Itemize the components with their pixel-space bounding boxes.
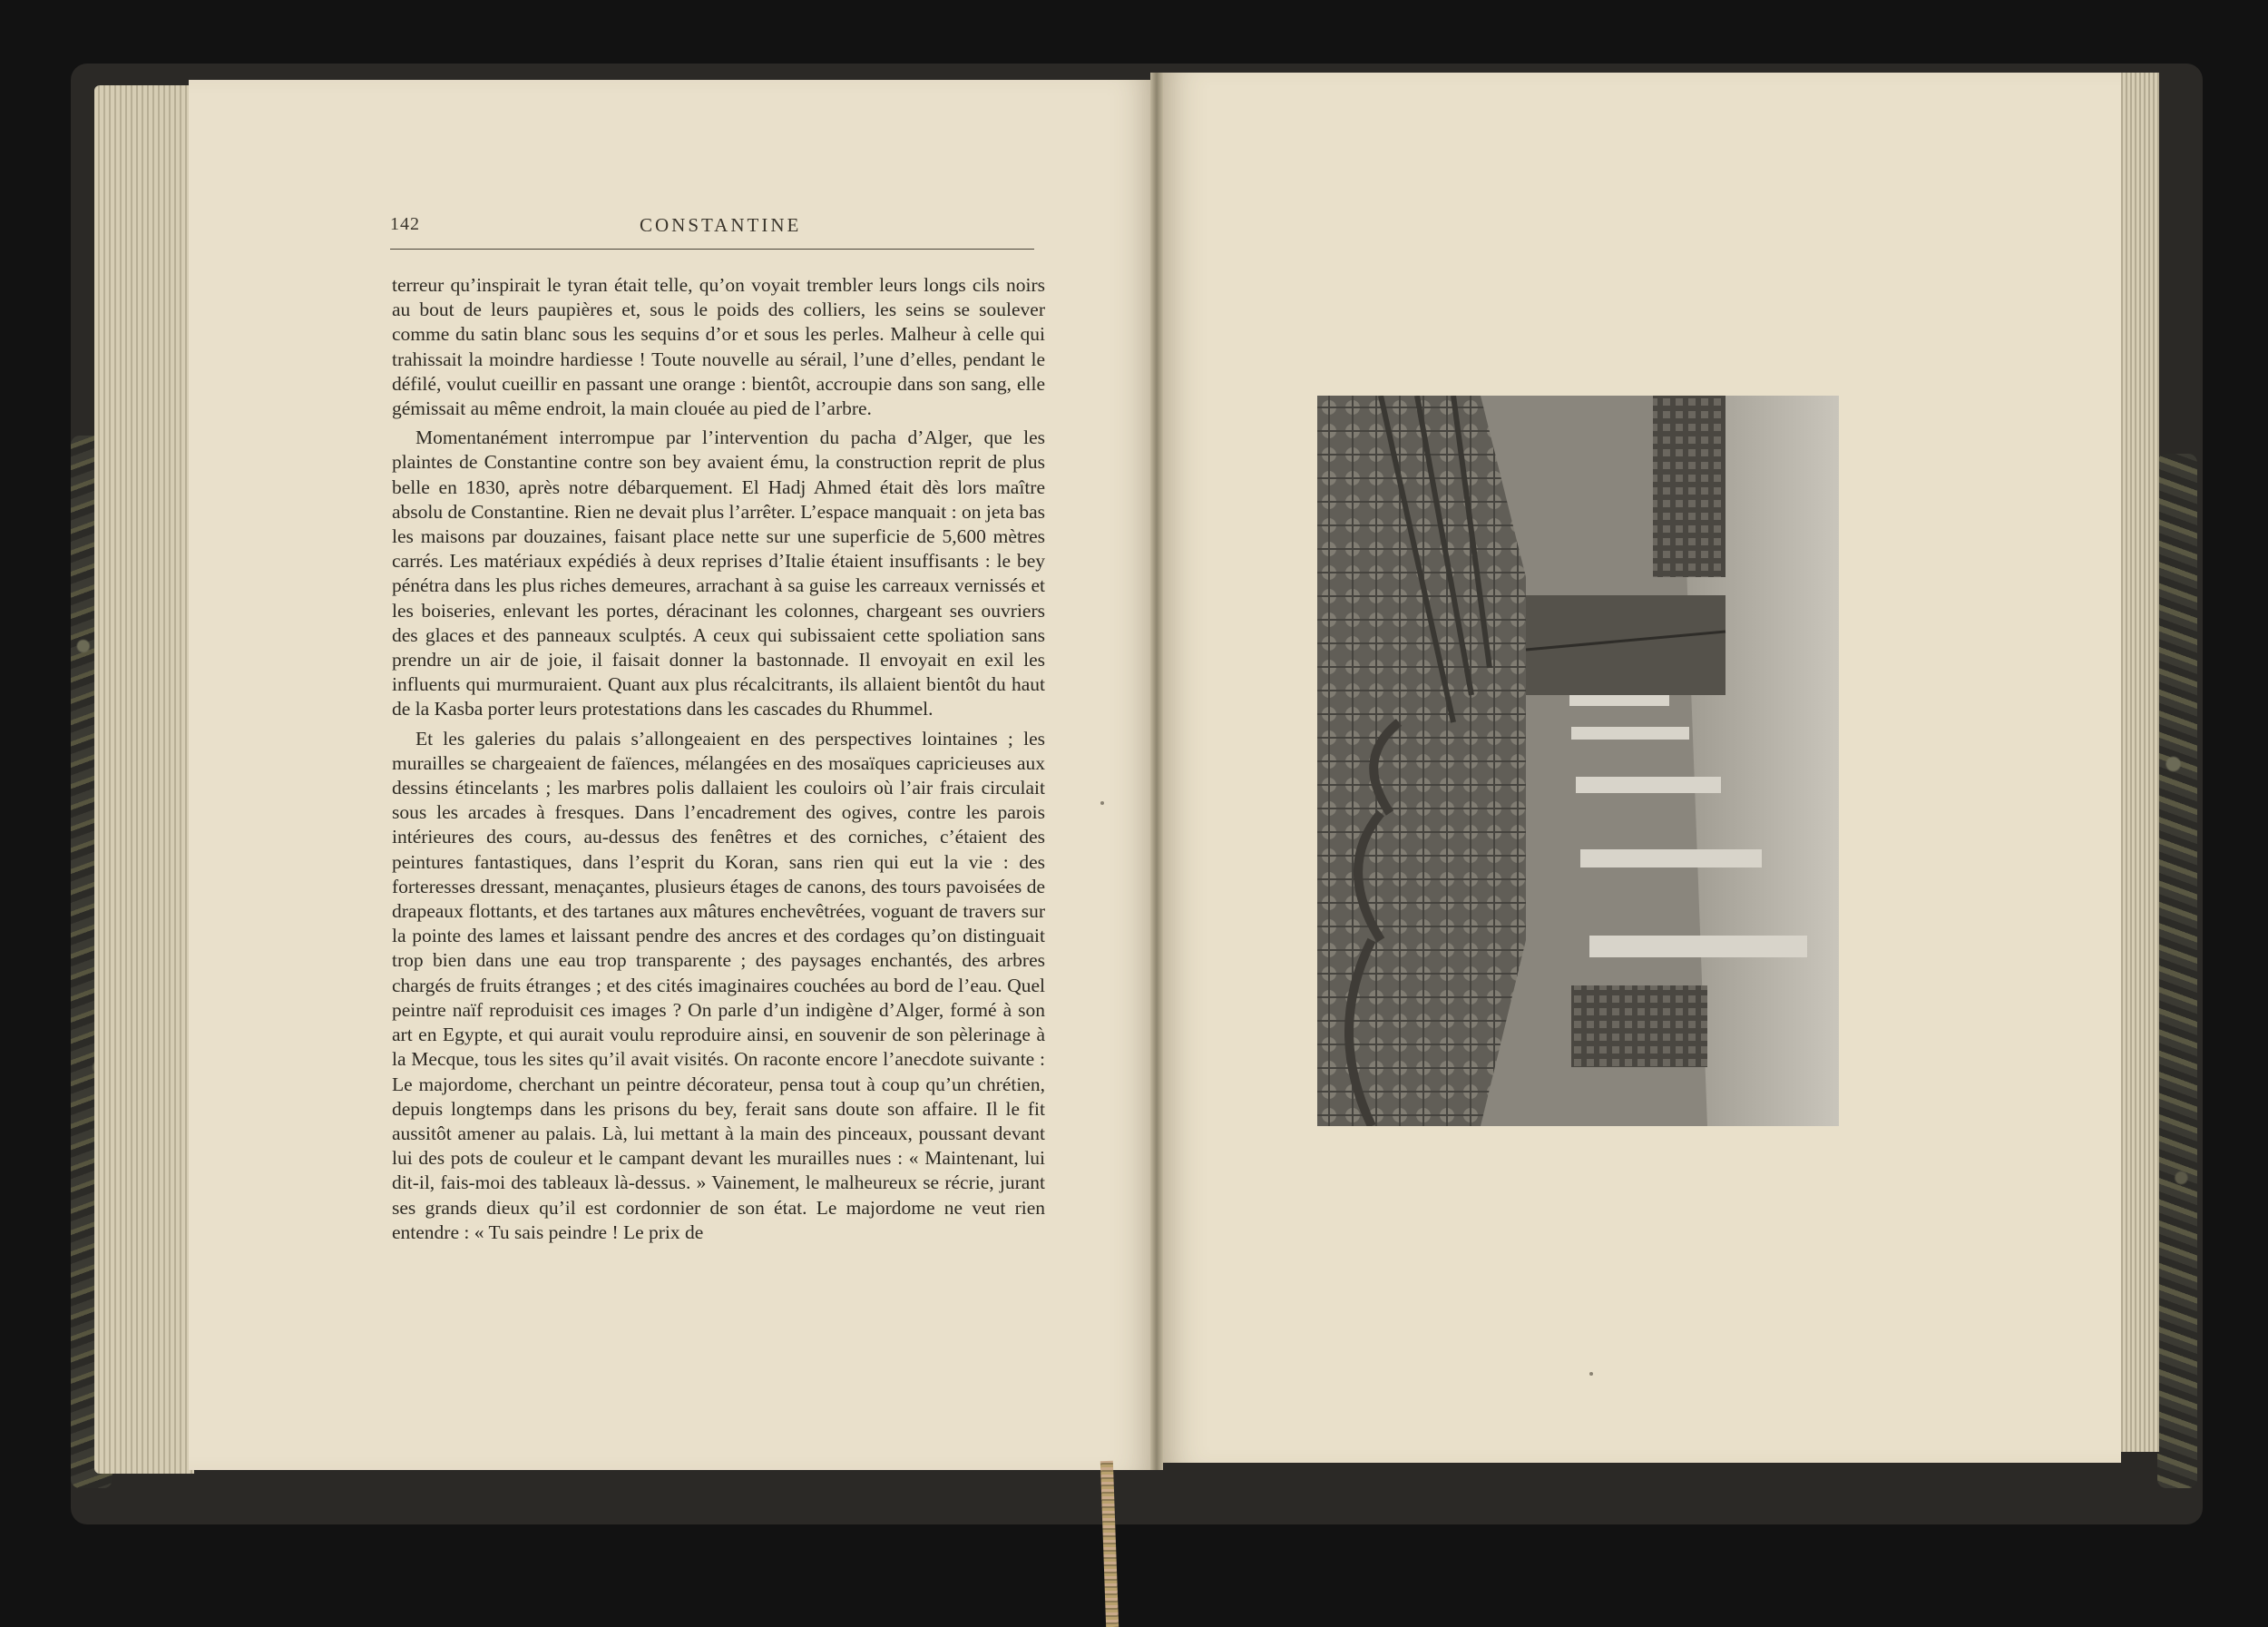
running-title: CONSTANTINE — [640, 214, 802, 236]
paragraph-1: terreur qu’inspirait le tyran était telle, qu’on voyait trembler leurs longs cils noirs au bout de leurs paupières et, sous le poids des colliers, les seins se soulever comme du satin blanc sous les sequins d’or et sous les perles. Malheur à celle qui trahissait la moindre hardiesse ! Toute nouvelle au sérail, l’une d’elles, pendant le défilé, voulut cueillir en passant une orange : bientôt, accroupie dans son sang, elle gémissait au même endroit, la main clouée au pied de l’arbre. — [392, 274, 1045, 420]
running-head — [390, 214, 1043, 250]
body-text — [392, 273, 1045, 1245]
header-rule — [390, 249, 1034, 250]
paper-speck — [1100, 801, 1104, 805]
marbled-edge-right — [2157, 454, 2197, 1488]
paragraph-3: Et les galeries du palais s’allongeaient en des perspectives lointaines ; les murailles se chargeaient de faïences, mélangées en des mosaïques capricieuses aux dessins étincelants ; les marbres polis dallaient les couloirs où l’air frais circulait sous les arcades à fresques. Dans l’encadrement des ogives, contre les parois intérieures des cours, au-dessus des fenêtres et des corniches, c’étaient des peintures fantastiques, dans l’esprit du Koran, sans rien qui eut la vie : des forteresses dressant, menaçantes, plusieurs étages de canons, des tours pavoisées de drapeaux flottants, et des tartanes aux mâtures enchevêtrées, voguant de travers sur la pointe des lames et laissant pendre des ancres et des cordages qu’on distinguait trop bien dans une eau trop transparente ; des paysages enchantés, des arbres chargés de fruits étranges ; et des cités imaginaires couchées au bord de l’eau. Quel peintre naïf reproduisit ces images ? On parle d’un indigène d’Alger, formé à son art en Egypte, et qui aurait voulu reproduire ainsi, en souvenir de son pèlerinage à la Mecque, tous les sites qu’il avait visités. On raconte encore l’anecdote suivante : Le majordome, cherchant un peintre décorateur, pensa tout à coup qu’un chrétien, depuis longtemps dans les prisons du bey, ferait sans doute son affaire. Il le fit aussitôt amener au palais. Là, lui mettant à la main des pinceaux, poussant devant lui des pots de couleur et le campant devant les murailles nues : « Maintenant, lui dit-il, fais-moi des tableaux là-dessus. » Vainement, le malheureux se récrie, jurant ses grands dieux qu’il est cordonnier de son état. Le majordome ne veut rien entendre : « Tu sais peindre ! Le prix de — [392, 727, 1045, 1243]
book-gutter — [1150, 73, 1163, 1470]
page-stack-left — [94, 85, 194, 1474]
page-number: 142 — [390, 214, 420, 234]
paragraph-2: Momentanément interrompue par l’intervention du pacha d’Alger, que les plaintes de Constantine contre son bey avaient ému, la construction reprit de plus belle en 1830, après notre débarquement. El Hadj Ahmed était dès lors maître absolu de Constantine. Rien ne devait plus l’arrêter. L’espace manquait : on jeta bas les maisons par douzaines, faisant place nette sur une superficie de 5,600 mètres carrés. Les matériaux expédiés à deux reprises d’Italie étaient insuffisants : le bey pénétra dans les plus riches demeures, arrachant à sa guise les carreaux vernissés et les boiseries, enlevant les portes, déracinant les colonnes, chargeant ses ouvriers des glaces et des panneaux sculptés. A ceux qui subissaient cette spoliation sans prendre un air de joie, il faisait donner la bastonnade. Il envoyait en exil les influents qui murmuraient. Quant aux plus récalcitrants, ils allaient bientôt du haut de la Kasba porter leurs protestations dans les cascades du Rhummel. — [392, 426, 1045, 720]
paper-speck — [1589, 1372, 1593, 1376]
photo-plate — [1317, 396, 1839, 1126]
palace-gallery-photo — [1317, 396, 1839, 1126]
